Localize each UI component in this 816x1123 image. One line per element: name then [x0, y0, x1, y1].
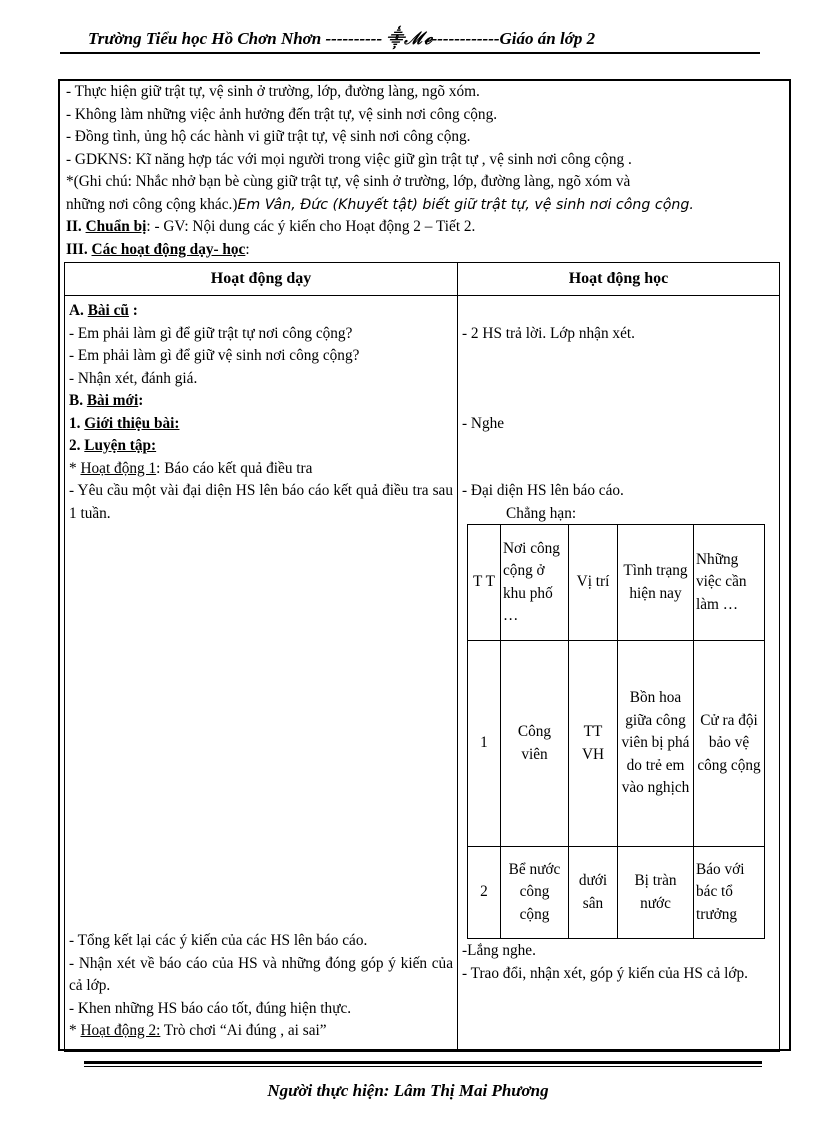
header-separator: ---------- — [321, 29, 387, 48]
note-start: những nơi công cộng khác.) — [66, 195, 238, 213]
survey-cell: TT VH — [569, 641, 618, 847]
subject-label: Giáo án lớp 2 — [499, 29, 596, 48]
school-name: Trường Tiểu học Hồ Chơn Nhơn — [88, 29, 322, 48]
lesson-intro — [66, 81, 784, 261]
survey-header-row — [468, 525, 765, 641]
activity-1-heading: * Hoạt động 1: Báo cáo kết quả điều tra — [69, 459, 313, 477]
section-title: Chuẩn bị — [85, 218, 147, 235]
survey-row — [468, 641, 765, 847]
spacer — [69, 525, 453, 930]
student-column-header: Hoạt động học — [458, 263, 780, 296]
teacher-column-header: Hoạt động dạy — [65, 263, 458, 296]
survey-row — [468, 847, 765, 939]
activity-2-heading: * Hoạt động 2: Trò chơi “Ai đúng , ai sai” — [69, 1022, 327, 1039]
survey-cell: Bể nước công cộng — [501, 847, 569, 939]
decorative-logo: ⸎ℳℯ — [386, 29, 432, 48]
example-label: Chẳng hạn: — [506, 504, 577, 522]
objective-line: - Đồng tình, ủng hộ các hành vi giữ trật tự, vệ sinh nơi công cộng. — [66, 128, 471, 145]
step-2-heading: 2. Luyện tập: — [69, 437, 157, 454]
student-response-5: -Lắng nghe. — [462, 942, 536, 959]
question-1: - Em phải làm gì để giữ trật tự nơi công cộng? — [69, 324, 353, 342]
footer-divider — [84, 1061, 762, 1064]
section-text: : - GV: Nội dung các ý kiến cho Hoạt động 2 – Tiết 2. — [146, 218, 476, 235]
survey-header-cell: Những việc cần làm … — [694, 525, 765, 641]
section-number: III. — [66, 240, 92, 258]
section-colon: : — [245, 240, 250, 258]
survey-header-cell: Vị trí — [569, 525, 618, 641]
student-response-2: - Nghe — [462, 414, 505, 432]
student-response-1: - 2 HS trả lời. Lớp nhận xét. — [462, 324, 635, 342]
survey-cell: Cử ra đội bảo vệ công cộng — [694, 641, 765, 847]
summary-2: - Nhận xét về báo cáo của HS và những đóng góp ý kiến của cả lớp. — [69, 954, 453, 994]
survey-header-cell: Nơi công cộng ở khu phố … — [501, 525, 569, 641]
page-footer: Người thực hiện: Lâm Thị Mai Phương — [267, 1081, 549, 1100]
page-header — [88, 26, 728, 49]
header-divider — [60, 52, 760, 54]
section-activities — [66, 239, 784, 262]
objective-line: - Thực hiện giữ trật tự, vệ sinh ở trường, lớp, đường làng, ngõ xóm. — [66, 83, 480, 100]
note-italic: Em Vân, Đức (Khuyết tật) biết giữ trật tự, vệ sinh nơi công cộng. — [237, 196, 694, 213]
summary-1: - Tổng kết lại các ý kiến của các HS lên báo cáo. — [69, 932, 368, 949]
header-separator-2: ------------ — [431, 29, 500, 48]
survey-table — [467, 524, 765, 939]
part-b-heading: B. Bài mới: — [69, 392, 144, 409]
teacher-cell — [65, 296, 458, 1052]
survey-cell: 1 — [468, 641, 501, 847]
summary-3: - Khen những HS báo cáo tốt, đúng hiện thực. — [69, 999, 352, 1017]
footer-divider-thin — [84, 1066, 762, 1067]
question-2: - Em phải làm gì để giữ vệ sinh nơi công cộng? — [69, 347, 360, 364]
section-preparation — [66, 216, 784, 239]
survey-cell: 2 — [468, 847, 501, 939]
survey-header-cell: T T — [468, 525, 501, 641]
part-a-heading: A. Bài cũ : — [69, 302, 138, 319]
objective-line: - Không làm những việc ảnh hưởng đến trật tự, vệ sinh nơi công cộng. — [66, 105, 498, 123]
activity-1-request: - Yêu cầu một vài đại diện HS lên báo cáo kết quả điều tra sau 1 tuần. — [69, 482, 453, 522]
survey-cell: Bị tràn nước — [618, 847, 694, 939]
section-title: Các hoạt động dạy- học — [91, 240, 246, 258]
survey-cell: dưới sân — [569, 847, 618, 939]
step-1-heading: 1. Giới thiệu bài: — [69, 414, 180, 432]
table-header-row — [65, 263, 780, 296]
student-response-6: - Trao đổi, nhận xét, góp ý kiến của HS cả lớp. — [462, 964, 748, 982]
survey-header-cell: Tình trạng hiện nay — [618, 525, 694, 641]
note-line: *(Ghi chú: Nhắc nhở bạn bè cùng giữ trật tự, vệ sinh ở trường, lớp, đường làng, ngõ xóm và — [66, 173, 631, 190]
survey-cell: Báo với bác tổ trưởng — [694, 847, 765, 939]
objective-line: - GDKNS: Kĩ năng hợp tác với mọi người trong việc giữ gìn trật tự , vệ sinh nơi công cộng . — [66, 150, 632, 168]
survey-cell: Công viên — [501, 641, 569, 847]
note-line-2 — [66, 194, 784, 217]
evaluation-line: - Nhận xét, đánh giá. — [69, 369, 198, 387]
survey-cell: Bồn hoa giữa công viên bị phá do trẻ em vào nghịch — [618, 641, 694, 847]
student-response-3: - Đại diện HS lên báo cáo. — [462, 482, 624, 499]
section-number: II. — [66, 218, 86, 235]
